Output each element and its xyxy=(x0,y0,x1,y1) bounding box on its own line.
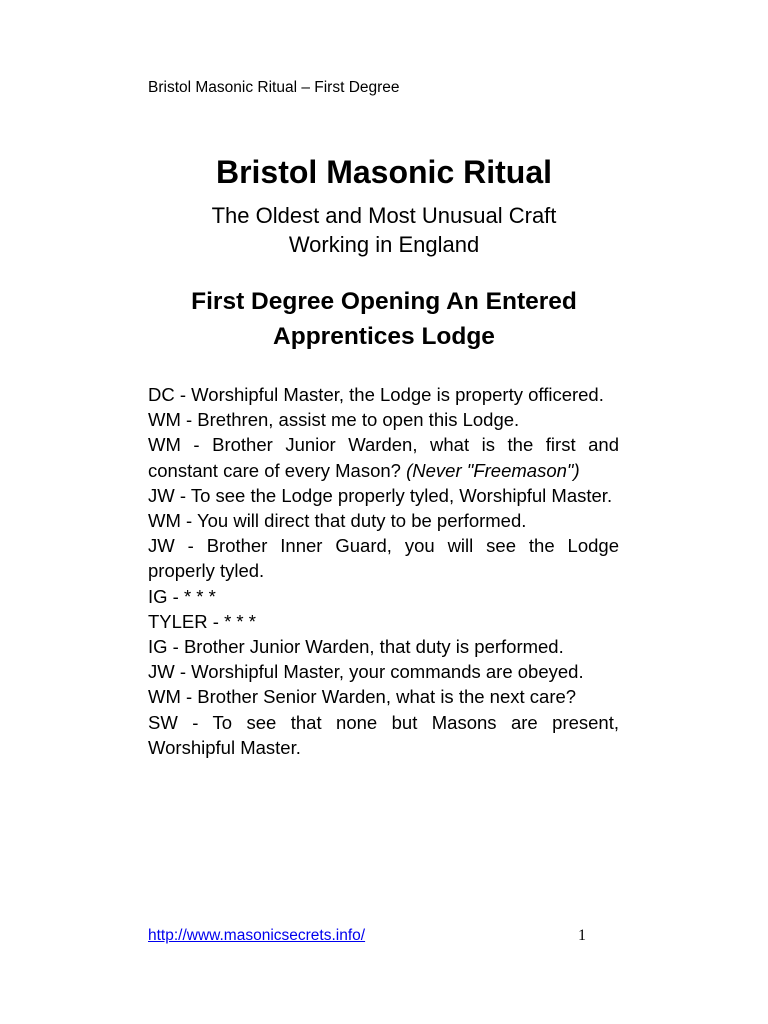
ritual-line xyxy=(148,659,619,684)
ritual-line xyxy=(148,609,619,634)
document-title: Bristol Masonic Ritual xyxy=(215,154,553,190)
ritual-line xyxy=(148,407,619,432)
ritual-line xyxy=(148,533,619,583)
ritual-line xyxy=(148,710,619,760)
ritual-line xyxy=(148,483,619,508)
ritual-body xyxy=(148,382,619,760)
document-subtitle-line-1: The Oldest and Most Unusual Craft xyxy=(211,203,557,228)
ritual-line-text: IG - * * * xyxy=(148,585,216,607)
ritual-line-note: (Never "Freemason") xyxy=(406,459,580,481)
ritual-line xyxy=(148,584,619,609)
ritual-line-text: JW - Worshipful Master, your commands are obeyed. xyxy=(148,661,584,683)
ritual-line-text: IG - Brother Junior Warden, that duty is performed. xyxy=(148,636,564,658)
ritual-line-text: TYLER - * * * xyxy=(148,610,256,632)
ritual-line-text: DC - Worshipful Master, the Lodge is property officered. xyxy=(148,384,604,405)
section-heading-line-2: Apprentices Lodge xyxy=(273,323,495,350)
ritual-line-text: SW - To see that none but Masons are present, Worshipful Master. xyxy=(148,711,619,758)
footer-website-link[interactable]: http://www.masonicsecrets.info/ xyxy=(148,927,366,944)
ritual-line-text: WM - Brother Junior Warden, what is the first and constant care of every Mason? xyxy=(148,434,619,481)
ritual-line xyxy=(148,684,619,709)
running-header: Bristol Masonic Ritual – First Degree xyxy=(148,79,400,96)
ritual-line-text: WM - You will direct that duty to be performed. xyxy=(148,510,527,532)
page-number: 1 xyxy=(578,927,586,944)
ritual-line xyxy=(148,432,619,482)
ritual-line-text: WM - Brother Senior Warden, what is the next care? xyxy=(148,686,577,708)
ritual-line xyxy=(148,634,619,659)
document-subtitle-line-2: Working in England xyxy=(288,232,480,257)
ritual-line-text: JW - To see the Lodge properly tyled, Worshipful Master. xyxy=(148,484,613,506)
ritual-line xyxy=(148,382,619,407)
ritual-line xyxy=(148,508,619,533)
section-heading-line-1: First Degree Opening An Entered xyxy=(191,288,577,315)
ritual-line-text: JW - Brother Inner Guard, you will see the Lodge properly tyled. xyxy=(148,535,619,582)
ritual-line-text: WM - Brethren, assist me to open this Lodge. xyxy=(148,409,520,431)
